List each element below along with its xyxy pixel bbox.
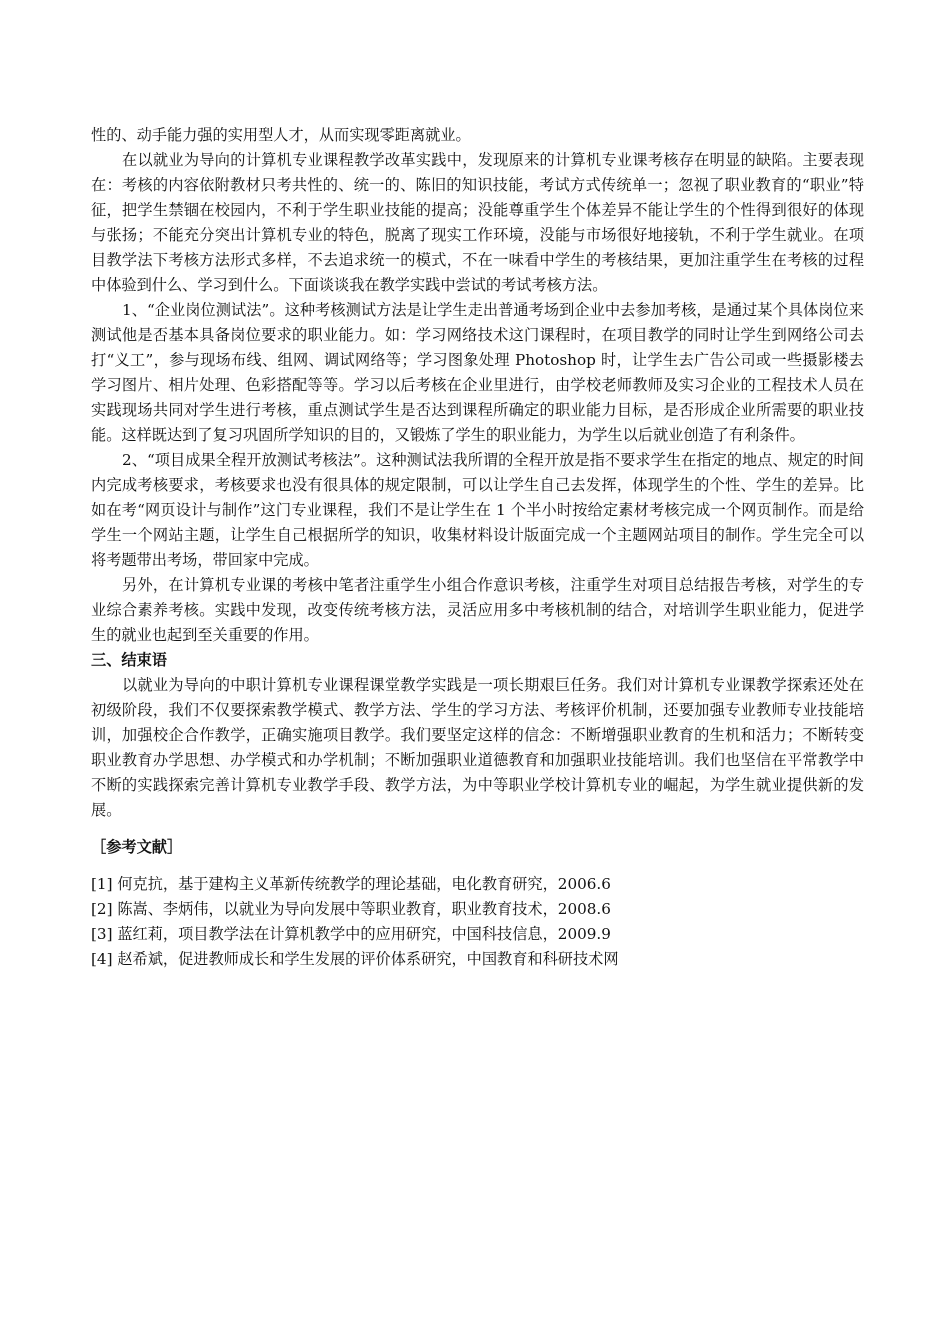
paragraph-continuation: 性的、动手能力强的实用型人才，从而实现零距离就业。 (91, 126, 471, 144)
document-page (91, 123, 864, 972)
reference-item: [1] 何克抗，基于建构主义革新传统教学的理论基础，电化教育研究，2006.6 (91, 875, 611, 893)
paragraph-method-2: 2、“项目成果全程开放测试考核法”。这种测试法我所谓的全程开放是指不要求学生在指定的地点、规定的时间内完成考核要求，考核要求也没有很具体的规定限制，可以让学生自己去发挥，体现学生的个性、学生的差异。比如在考“网页设计与制作”这门专业课程，我们不是让学生在 1 个半小时按给定素材考核完成一个网页制作。而是给学生一个网站主题，让学生自己根据所学的知识，收集材料设计版面完成一个主题网站项目的制作。学生完全可以将考题带出考场，带回家中完成。 (91, 451, 864, 569)
reference-item: [4] 赵希斌，促进教师成长和学生发展的评价体系研究，中国教育和科研技术网 (91, 950, 619, 968)
paragraph-additional: 另外，在计算机专业课的考核中笔者注重学生小组合作意识考核，注重学生对项目总结报告考核，对学生的专业综合素养考核。实践中发现，改变传统考核方法，灵活应用多中考核机制的结合，对培训学生职业能力，促进学生的就业也起到至关重要的作用。 (91, 576, 864, 644)
references-heading: ［参考文献］ (91, 838, 183, 856)
section-heading-conclusion: 三、结束语 (91, 651, 167, 669)
references-list (91, 872, 864, 972)
body-text (91, 123, 864, 823)
reference-item: [2] 陈嵩、李炳伟，以就业为导向发展中等职业教育，职业教育技术，2008.6 (91, 900, 611, 918)
paragraph-conclusion: 以就业为导向的中职计算机专业课程课堂教学实践是一项长期艰巨任务。我们对计算机专业课教学探索还处在初级阶段，我们不仅要探索教学模式、教学方法、学生的学习方法、考核评价机制，还要加强专业教师专业技能培训，加强校企合作教学，正确实施项目教学。我们要坚定这样的信念：不断增强职业教育的生机和活力；不断转变职业教育办学思想、办学模式和办学机制；不断加强职业道德教育和加强职业技能培训。我们也坚信在平常教学中不断的实践探索完善计算机专业教学手段、教学方法，为中等职业学校计算机专业的崛起，为学生就业提供新的发展。 (91, 676, 864, 819)
reference-item: [3] 蓝红莉，项目教学法在计算机教学中的应用研究，中国科技信息，2009.9 (91, 925, 611, 943)
paragraph-method-1: 1、“企业岗位测试法”。这种考核测试方法是让学生走出普通考场到企业中去参加考核，是通过某个具体岗位来测试他是否基本具备岗位要求的职业能力。如：学习网络技术这门课程时，在项目教学的同时让学生到网络公司去打“义工”，参与现场布线、组网、调试网络等；学习图象处理 Photoshop 时，让学生去广告公司或一些摄影楼去学习图片、相片处理、色彩搭配等等。学习以后考核在企业里进行，由学校老师教师及实习企业的工程技术人员在实践现场共同对学生进行考核，重点测试学生是否达到课程所确定的职业能力目标，是否形成企业所需要的职业技能。这样既达到了复习巩固所学知识的目的，又锻炼了学生的职业能力，为学生以后就业创造了有利条件。 (91, 301, 864, 444)
paragraph-assessment-problems: 在以就业为导向的计算机专业课程教学改革实践中，发现原来的计算机专业课考核存在明显的缺陷。主要表现在：考核的内容依附教材只考共性的、统一的、陈旧的知识技能，考试方式传统单一；忽视了职业教育的“职业”特征，把学生禁锢在校园内，不利于学生职业技能的提高；没能尊重学生个体差异不能让学生的个性得到很好的体现与张扬；不能充分突出计算机专业的特色，脱离了现实工作环境，没能与市场很好地接轨，不利于学生就业。在项目教学法下考核方法形式多样，不去追求统一的模式，不在一味看中学生的考核结果，更加注重学生在考核的过程中体验到什么、学习到什么。下面谈谈我在教学实践中尝试的考试考核方法。 (91, 151, 864, 294)
